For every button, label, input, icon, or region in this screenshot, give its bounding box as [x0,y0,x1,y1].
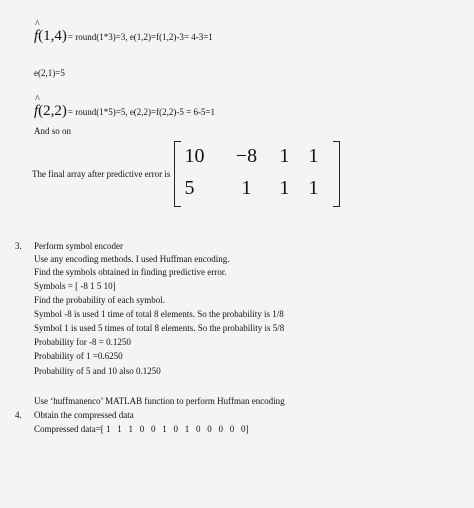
equation-rest: = round(1*3)=3, e(1,2)=f(1,2)-3= 4-3=1 [67,32,213,42]
f-letter: f [34,103,39,119]
hat-accent: ^ [35,94,40,105]
matrix-cell: 1 [308,145,319,167]
matrix-cell: 1 [279,177,290,199]
matrix-row-2 [184,177,330,200]
matrix-cell: 10 [184,145,205,167]
matrix-cell: −8 [235,145,258,167]
step-3-line: Find the symbols obtained in finding predictive error. [34,267,227,277]
step-3-line: Symbol -8 is used 1 time of total 8 elements. So the probability is 1/8 [34,309,284,319]
equation-f-2-2 [34,94,216,120]
step-3-line: Symbol 1 is used 5 times of total 8 elements. So the probability is 5/8 [34,323,285,333]
hat-accent: ^ [35,19,40,30]
matrix-cell: 5 [184,177,195,199]
step-3-line: Perform symbol encoder [34,241,123,251]
f-hat-symbol [34,94,40,120]
final-array [32,141,340,207]
f-letter: f [34,28,39,44]
matrix-row-1 [184,145,330,168]
compressed-data-line: Compressed data=[ 1 1 1 0 0 1 0 1 0 0 0 0 0] [34,424,249,434]
equation-f-1-4 [34,19,213,45]
step-4-number: 4. [15,410,22,420]
matrix-cell: 1 [308,177,319,199]
step-3-line: Probability of 1 =0.6250 [34,351,123,361]
e21-line: e(2,1)=5 [34,68,65,78]
step-3-number: 3. [15,241,22,251]
matrix-cell: 1 [279,145,290,167]
matrix [174,141,340,207]
right-bracket [333,141,340,207]
step-3-line: Symbols = [ -8 1 5 10] [34,281,116,291]
matrix-label: The final array after predictive error is [32,169,171,179]
equation-rest: = round(1*5)=5, e(2,2)=f(2,2)-5 = 6-5=1 [67,107,216,117]
step-3-line: Probability of 5 and 10 also 0.1250 [34,366,161,376]
left-bracket [174,141,181,207]
huffman-note: Use ‘huffmanenco’ MATLAB function to perform Huffman encoding [34,396,285,406]
step-3-line: Use any encoding methods. I used Huffman encoding. [34,254,230,264]
equation-args: (2,2) [38,103,67,119]
step-4-line: Obtain the compressed data [34,410,134,420]
step-3-line: Find the probability of each symbol. [34,295,165,305]
matrix-cell: 1 [241,177,252,199]
step-3-line: Probability for -8 = 0.1250 [34,337,131,347]
and-so-on: And so on [34,126,72,136]
f-hat-symbol [34,19,40,45]
equation-args: (1,4) [38,28,67,44]
